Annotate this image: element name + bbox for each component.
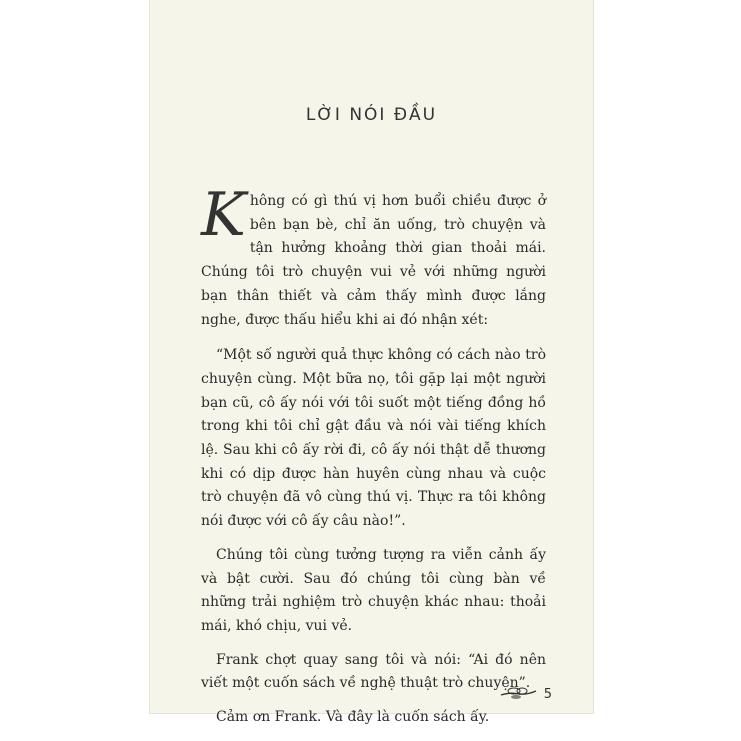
chapter-title: LỜI NÓI ĐẦU [305, 105, 438, 125]
paragraph: Cảm ơn Frank. Và đây là cuốn sách ấy. [216, 709, 490, 726]
opening-paragraph [201, 180, 546, 332]
dragonfly-ornament-icon [500, 685, 538, 704]
paragraph: Chúng tôi cùng tưởng tượng ra viễn cảnh ấy và bật cười. Sau đó chúng tôi cùng bàn về những trải nghiệm trò chuyện khác nhau: thoải mái, khó chịu, vui vẻ. [201, 546, 546, 634]
opening-paragraph-text: hông có gì thú vị hơn buổi chiều được ở bên bạn bè, chỉ ăn uống, trò chuyện và tận hưởng khoảng thời gian thoải mái. Chúng tôi trò chuyện vui vẻ với những người bạn thân thiết và cảm thấy mình được lắng nghe, được thấu hiểu khi ai đó nhận xét: [201, 193, 546, 328]
drop-cap: K [201, 180, 246, 250]
body-text [201, 180, 546, 740]
page-footer [500, 685, 552, 704]
paragraph: “Một số người quả thực không có cách nào trò chuyện cùng. Một bữa nọ, tôi gặp lại một người bạn cũ, cô ấy nói với tôi suốt một tiếng đồng hồ trong khi tôi chỉ gật đầu và nói vài tiếng khích lệ. Sau khi cô ấy rời đi, cô ấy nói thật dễ thương khi có dịp được hàn huyên cùng nhau và cuộc trò chuyện đã vô cùng thú vị. Thực ra tôi không nói được với cô ấy câu nào!”. [201, 347, 546, 530]
book-page [150, 0, 593, 726]
paragraph: Frank chợt quay sang tôi và nói: “Ai đó nên viết một cuốn sách về nghệ thuật trò chuyện”. [201, 651, 546, 692]
page-number: 5 [543, 687, 552, 702]
